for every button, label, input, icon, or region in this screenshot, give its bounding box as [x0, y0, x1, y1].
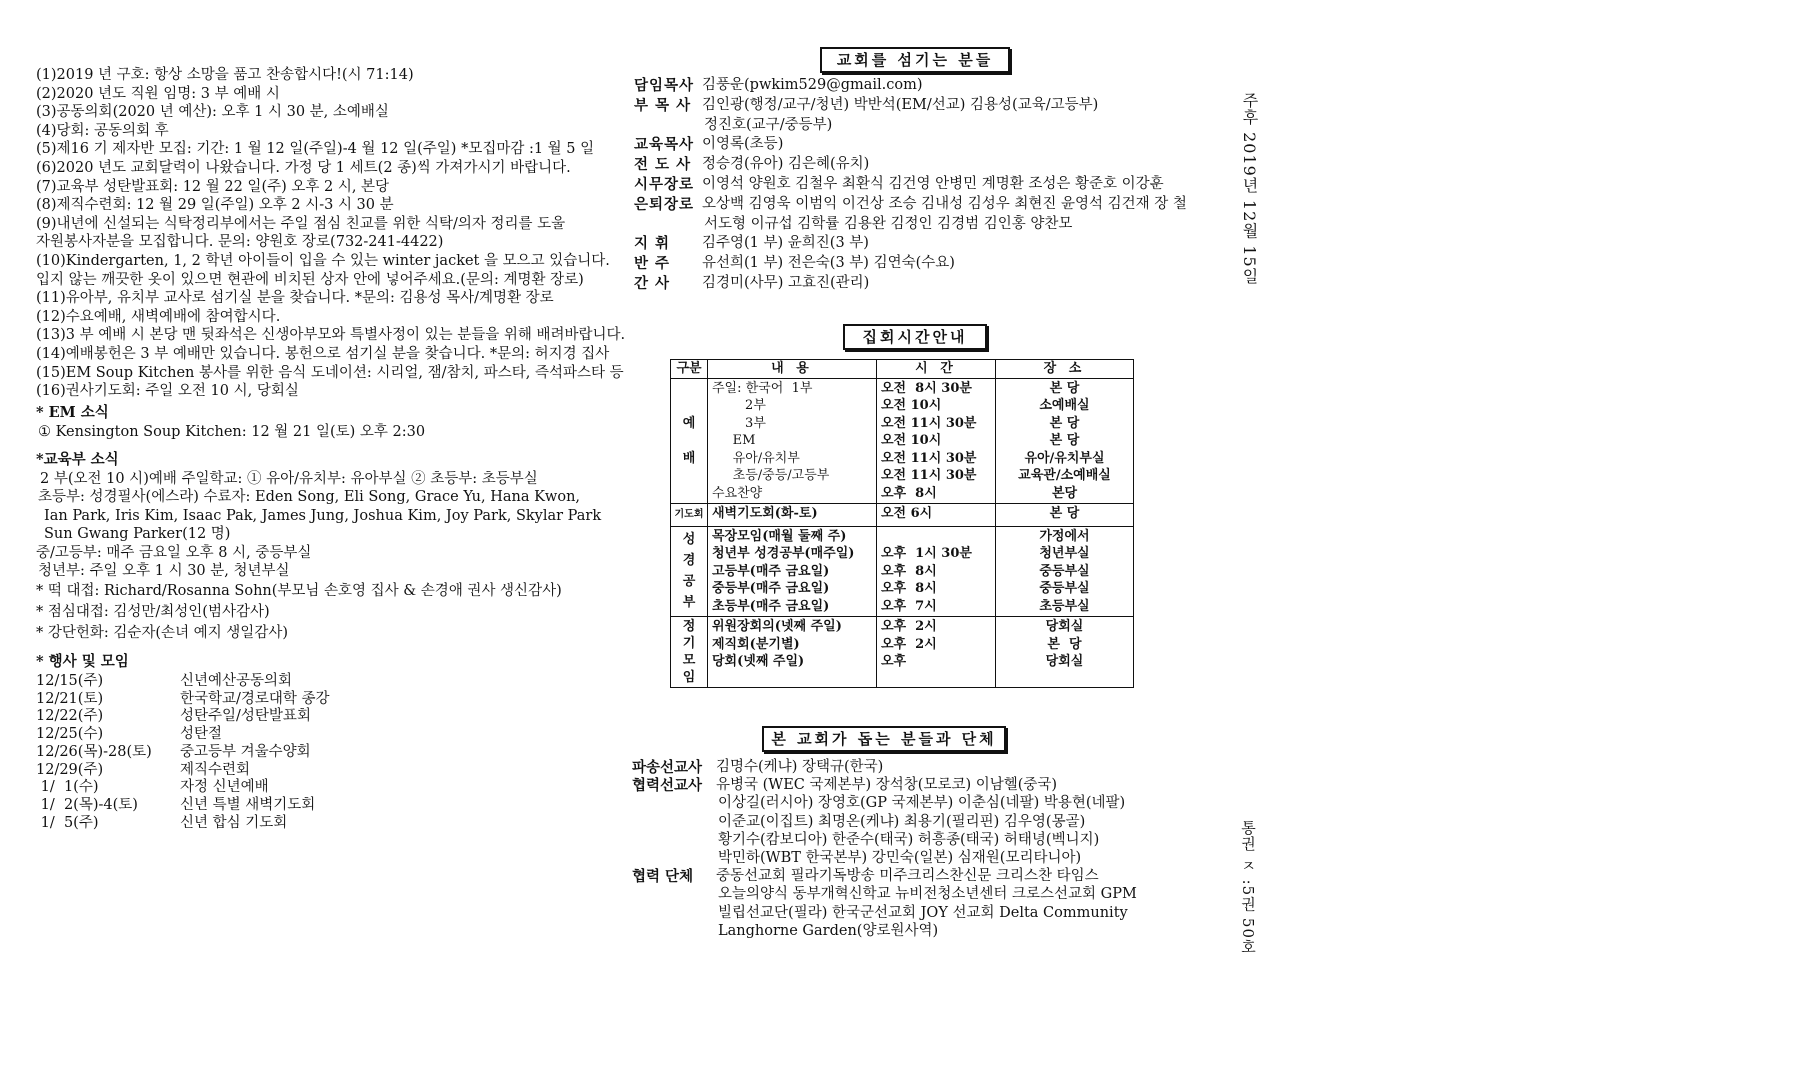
bulletin-volume: 통권 ㅈ :5권 50호 [1239, 820, 1257, 955]
schedule-cell-line: 당회실 [1045, 654, 1084, 669]
worship-content [708, 378, 877, 504]
announcement-line: (11)유아부, 유치부 교사로 섬기실 분을 찾습니다. *문의: 김용성 목사/계명환 장로 [36, 290, 554, 307]
staff-value: 김주영(1 부) 윤희진(3 부) [702, 235, 869, 252]
staff-label: 간 사 [634, 275, 671, 292]
staff-label: 부 목 사 [634, 96, 692, 114]
announcement-line: (7)교육부 성탄발표회: 12 월 22 일(주) 오후 2 시, 본당 [36, 178, 390, 195]
schedule-cell-line: 오후 2시 [881, 636, 937, 652]
event-date: 1/ 1(수) [36, 779, 99, 796]
schedule-cell-line: 본 당 [1047, 636, 1082, 652]
schedule-cell-line: 오전 10시 [881, 398, 942, 413]
schedule-cell-line: 본 당 [1049, 415, 1080, 431]
schedule-cell-line: 당회(넷째 주일) [712, 654, 805, 669]
schedule-cell-line: 2부 [712, 398, 766, 413]
announcement-line: 자원봉사자분을 모집합니다. 문의: 양원호 장로(732-241-4422) [36, 234, 444, 251]
announcement-line: (16)권사기도회: 주일 오전 10 시, 당회실 [36, 383, 299, 400]
header-category: 구분 [671, 360, 708, 379]
event-date: 12/21(토) [36, 690, 104, 707]
header-time: 시 간 [877, 360, 996, 379]
schedule-cell-line: 오후 1시 30분 [881, 546, 972, 561]
announcement-line: (12)수요예배, 새벽예배에 참여합시다. [36, 308, 281, 325]
announcement-line: (6)2020 년도 교회달력이 나왔습니다. 가정 당 1 세트(2 종)씩 가져가시기 바랍니다. [36, 160, 571, 176]
meeting-category: 정 기 모 임 [671, 617, 708, 688]
duty-line: * 점심대접: 김성만/최성인(범사감사) [36, 604, 270, 620]
schedule-cell-line: 목장모임(매월 둘째 주) [712, 528, 847, 544]
staff-value: 정진호(교구/중등부) [704, 116, 833, 133]
schedule-cell-line: 청년부실 [1039, 546, 1090, 561]
duty-line: * 떡 대접: Richard/Rosanna Sohn(부모님 손호영 집사 & 손경애 권사 생신감사) [36, 583, 562, 599]
worship-row [671, 378, 1134, 504]
announcement-line: (2)2020 년도 직원 임명: 3 부 예배 시 [36, 85, 280, 102]
schedule-cell-line: 오후 2시 [881, 619, 937, 634]
schedule-cell-line: EM [712, 433, 756, 448]
event-name: 신년예산공동의회 [180, 673, 293, 689]
event-date: 12/22(주) [36, 708, 104, 725]
staff-value: 이영석 양원호 김철우 최환식 김건영 안병민 계명환 조성은 황준호 이강훈 [702, 176, 1164, 192]
staff-value: 정승경(유아) 김은혜(유치) [702, 156, 870, 173]
schedule-cell-line: 초등부(매주 금요일) [712, 598, 830, 614]
meeting-row [671, 617, 1134, 688]
event-name: 성탄절 [180, 726, 223, 743]
staff-label: 지 휘 [634, 235, 671, 253]
schedule-cell-line: 오전 11시 30분 [881, 415, 977, 431]
edu-line: 중/고등부: 매주 금요일 오후 8 시, 중등부실 [36, 544, 312, 561]
mission-label: 협력선교사 [632, 777, 703, 795]
staff-value: 유선희(1 부) 전은숙(3 부) 김연숙(수요) [702, 255, 955, 272]
staff-label: 전 도 사 [634, 156, 692, 174]
schedule-cell-line: 유아/유치부실 [1024, 450, 1105, 466]
staff-label: 반 주 [634, 255, 671, 273]
announcement-line: (1)2019 년 구호: 항상 소망을 품고 찬송합시다!(시 71:14) [36, 67, 414, 83]
em-news-item: ① Kensington Soup Kitchen: 12 월 21 일(토) 오후 2:30 [38, 424, 426, 440]
mission-value: 이준교(이집트) 최명온(케냐) 최용기(필리핀) 김우영(몽골) [718, 813, 1086, 830]
meeting-place [996, 617, 1134, 688]
schedule-cell-line: 오후 8시 [881, 485, 937, 501]
edu-line: 청년부: 주일 오후 1 시 30 분, 청년부실 [38, 563, 290, 579]
prayer-place: 본 당 [996, 504, 1134, 527]
study-time [877, 526, 996, 617]
staff-label: 은퇴장로 [634, 195, 695, 213]
announcement-line: (13)3 부 예배 시 본당 맨 뒷좌석은 신생아부모와 특별사정이 있는 분들을 위해 배려바랍니다. [36, 327, 626, 344]
schedule-cell-line: 청년부 성경공부(매주일) [712, 546, 855, 561]
schedule-cell-line: 위원장회의(넷째 주일) [712, 619, 842, 634]
schedule-cell-line: 오후 8시 [881, 581, 937, 596]
bulletin-date: 주후 2019년 12월 15일 [1240, 92, 1259, 285]
schedule-cell-line: 오전 11시 30분 [881, 450, 977, 466]
schedule-title: 집회시간안내 [843, 324, 987, 350]
schedule-cell-line: 초등/중등/고등부 [712, 468, 830, 483]
schedule-cell-line: 중등부실 [1039, 563, 1090, 579]
staff-title: 교회를 섬기는 분들 [820, 47, 1010, 73]
event-date: 1/ 2(목)-4(토) [36, 796, 138, 813]
prayer-row [671, 504, 1134, 527]
schedule-cell-line: 제직회(분기별) [712, 636, 800, 652]
schedule-cell-line: 오전 11시 30분 [881, 468, 977, 483]
schedule-cell-line: 3부 [712, 415, 766, 431]
schedule-cell-line: 고등부(매주 금요일) [712, 563, 830, 579]
mission-value: Langhorne Garden(양로원사역) [718, 922, 939, 939]
schedule-cell-line: 오후 8시 [881, 563, 937, 579]
prayer-content: 새벽기도회(화-토) [708, 504, 877, 527]
staff-value: 오상백 김영욱 이범익 이건상 조승 김내성 김성우 최현진 윤영석 김건재 장 철 [702, 195, 1187, 212]
meeting-content [708, 617, 877, 688]
schedule-cell-line: 오후 [881, 654, 907, 669]
staff-value: 김인광(행정/교구/청년) 박반석(EM/선교) 김용성(교육/고등부) [702, 96, 1099, 113]
schedule-table [670, 359, 1134, 688]
mission-value: 박민하(WBT 한국본부) 강민숙(일본) 심재원(모리타니아) [718, 850, 1082, 866]
announcement-line: (5)제16 기 제자반 모집: 기간: 1 월 12 일(주일)-4 월 12 일(주일) *모집마감 :1 월 5 일 [36, 141, 595, 158]
schedule-cell-line: 오전 8시 30분 [881, 380, 972, 396]
schedule-header-row [671, 360, 1134, 379]
mission-value: 황기수(캄보디아) 한준수(태국) 허흥종(태국) 허태녕(벡니지) [718, 831, 1100, 848]
schedule-cell-line: 교육관/소예배실 [1018, 468, 1111, 483]
edu-line: 2 부(오전 10 시)예배 주일학교: ① 유아/유치부: 유아부실 ② 초등부: 초등부실 [40, 471, 538, 487]
staff-value: 서도형 이규섭 김학률 김용완 김정인 김경범 김인홍 양찬모 [704, 215, 1073, 232]
duty-line: * 강단헌화: 김순자(손녀 예지 생일감사) [36, 625, 288, 641]
mission-value: 오늘의양식 동부개혁신학교 뉴비전청소년센터 크로스선교회 GPM [718, 886, 1137, 903]
mission-value: 김명수(케냐) 장택규(한국) [716, 759, 884, 775]
header-content: 내 용 [708, 360, 877, 379]
mission-title: 본 교회가 돕는 분들과 단체 [762, 726, 1006, 752]
mission-value: 유병국 (WEC 국제본부) 장석창(모로코) 이남헬(중국) [716, 777, 1058, 794]
announcement-line: (10)Kindergarten, 1, 2 학년 아이들이 입을 수 있는 winter jacket 을 모으고 있습니다. [36, 253, 610, 269]
announcement-line: (3)공동의회(2020 년 예산): 오후 1 시 30 분, 소예배실 [36, 104, 389, 121]
schedule-cell-line: 가정에서 [1039, 528, 1090, 544]
worship-place [996, 378, 1134, 504]
prayer-category: 기도회 [671, 504, 708, 527]
mission-label: 협력 단체 [632, 868, 694, 886]
staff-value: 김경미(사무) 고효진(관리) [702, 275, 870, 291]
staff-value: 이영록(초등) [702, 136, 784, 153]
event-date: 12/29(주) [36, 761, 104, 778]
schedule-cell-line: 초등부실 [1039, 598, 1090, 614]
header-place: 장 소 [996, 360, 1134, 379]
staff-label: 교육목사 [634, 136, 695, 154]
schedule-cell-line: 본 당 [1049, 380, 1080, 396]
mission-value: 빌립선교단(필라) 한국군선교회 JOY 선교회 Delta Community [718, 904, 1128, 921]
meeting-time [877, 617, 996, 688]
announcement-line: (8)제직수련회: 12 월 29 일(주일) 오후 2 시-3 시 30 분 [36, 197, 394, 214]
schedule-cell-line: 주일: 한국어 1부 [712, 380, 813, 396]
announcement-line: 입지 않는 깨끗한 옷이 있으면 현관에 비치된 상자 안에 넣어주세요.(문의: 계명환 장로) [36, 271, 584, 288]
event-name: 한국학교/경로대학 종강 [180, 690, 330, 707]
edu-line: Sun Gwang Parker(12 명) [44, 526, 231, 543]
announcement-line: (14)예배봉헌은 3 부 예배만 있습니다. 봉헌으로 섬기실 분을 찾습니다. *문의: 허지경 집사 [36, 346, 610, 362]
worship-category: 예 배 [671, 378, 708, 504]
schedule-cell-line: 수요찬양 [712, 485, 763, 501]
mission-label: 파송선교사 [632, 759, 703, 776]
schedule-cell-line [881, 528, 991, 546]
mission-value: 중동선교회 필라기독방송 미주크리스찬신문 크리스찬 타임스 [716, 868, 1099, 885]
announcement-line: (4)당회: 공동의회 후 [36, 122, 169, 139]
announcement-line: (9)내년에 신설되는 식탁정리부에서는 주일 점심 친교를 위한 식탁/의자 정리를 도울 [36, 215, 566, 232]
study-place [996, 526, 1134, 617]
announcement-line: (15)EM Soup Kitchen 봉사를 위한 음식 도네이션: 시리얼, 잼/참치, 파스타, 즉석파스타 등 [36, 364, 624, 381]
schedule-cell-line: 오후 7시 [881, 598, 937, 614]
prayer-time: 오전 6시 [877, 504, 996, 527]
schedule-cell-line: 오전 10시 [881, 433, 942, 448]
event-date: 1/ 5(주) [36, 814, 99, 831]
schedule-cell-line: 중등부(매주 금요일) [712, 581, 830, 596]
edu-news-title: *교육부 소식 [36, 451, 119, 468]
schedule-cell-line: 소예배실 [1039, 398, 1090, 413]
em-news-title: * EM 소식 [36, 404, 109, 421]
staff-label: 담임목사 [634, 77, 695, 94]
event-name: 자정 신년예배 [180, 779, 269, 796]
study-content [708, 526, 877, 617]
schedule-cell-line: 본 당 [1049, 433, 1080, 448]
event-name: 신년 합심 기도회 [180, 814, 288, 831]
worship-time [877, 378, 996, 504]
event-name: 중고등부 겨울수양회 [180, 743, 311, 760]
staff-value: 김풍운(pwkim529@gmail.com) [702, 77, 923, 93]
event-name: 제직수련회 [180, 761, 251, 778]
event-date: 12/25(수) [36, 726, 104, 743]
schedule-cell-line: 유아/유치부 [712, 450, 800, 466]
event-date: 12/15(주) [36, 673, 104, 689]
edu-line: Ian Park, Iris Kim, Isaac Pak, James Jung, Joshua Kim, Joy Park, Skylar Park [44, 507, 602, 524]
schedule-cell-line: 중등부실 [1039, 581, 1090, 596]
study-category: 성 경 공 부 [671, 526, 708, 617]
events-title: * 행사 및 모임 [36, 653, 129, 670]
staff-label: 시무장로 [634, 176, 695, 193]
study-row [671, 526, 1134, 617]
event-name: 신년 특별 새벽기도회 [180, 796, 316, 813]
event-name: 성탄주일/성탄발표회 [180, 708, 311, 725]
schedule-cell-line: 당회실 [1045, 619, 1084, 634]
mission-value: 이상길(러시아) 장영호(GP 국제본부) 이춘심(네팔) 박용현(네팔) [718, 795, 1126, 812]
schedule-cell-line: 본당 [1051, 485, 1078, 501]
edu-line: 초등부: 성경필사(에스라) 수료자: Eden Song, Eli Song, Grace Yu, Hana Kwon, [38, 489, 581, 506]
event-date: 12/26(목)-28(토) [36, 743, 152, 760]
